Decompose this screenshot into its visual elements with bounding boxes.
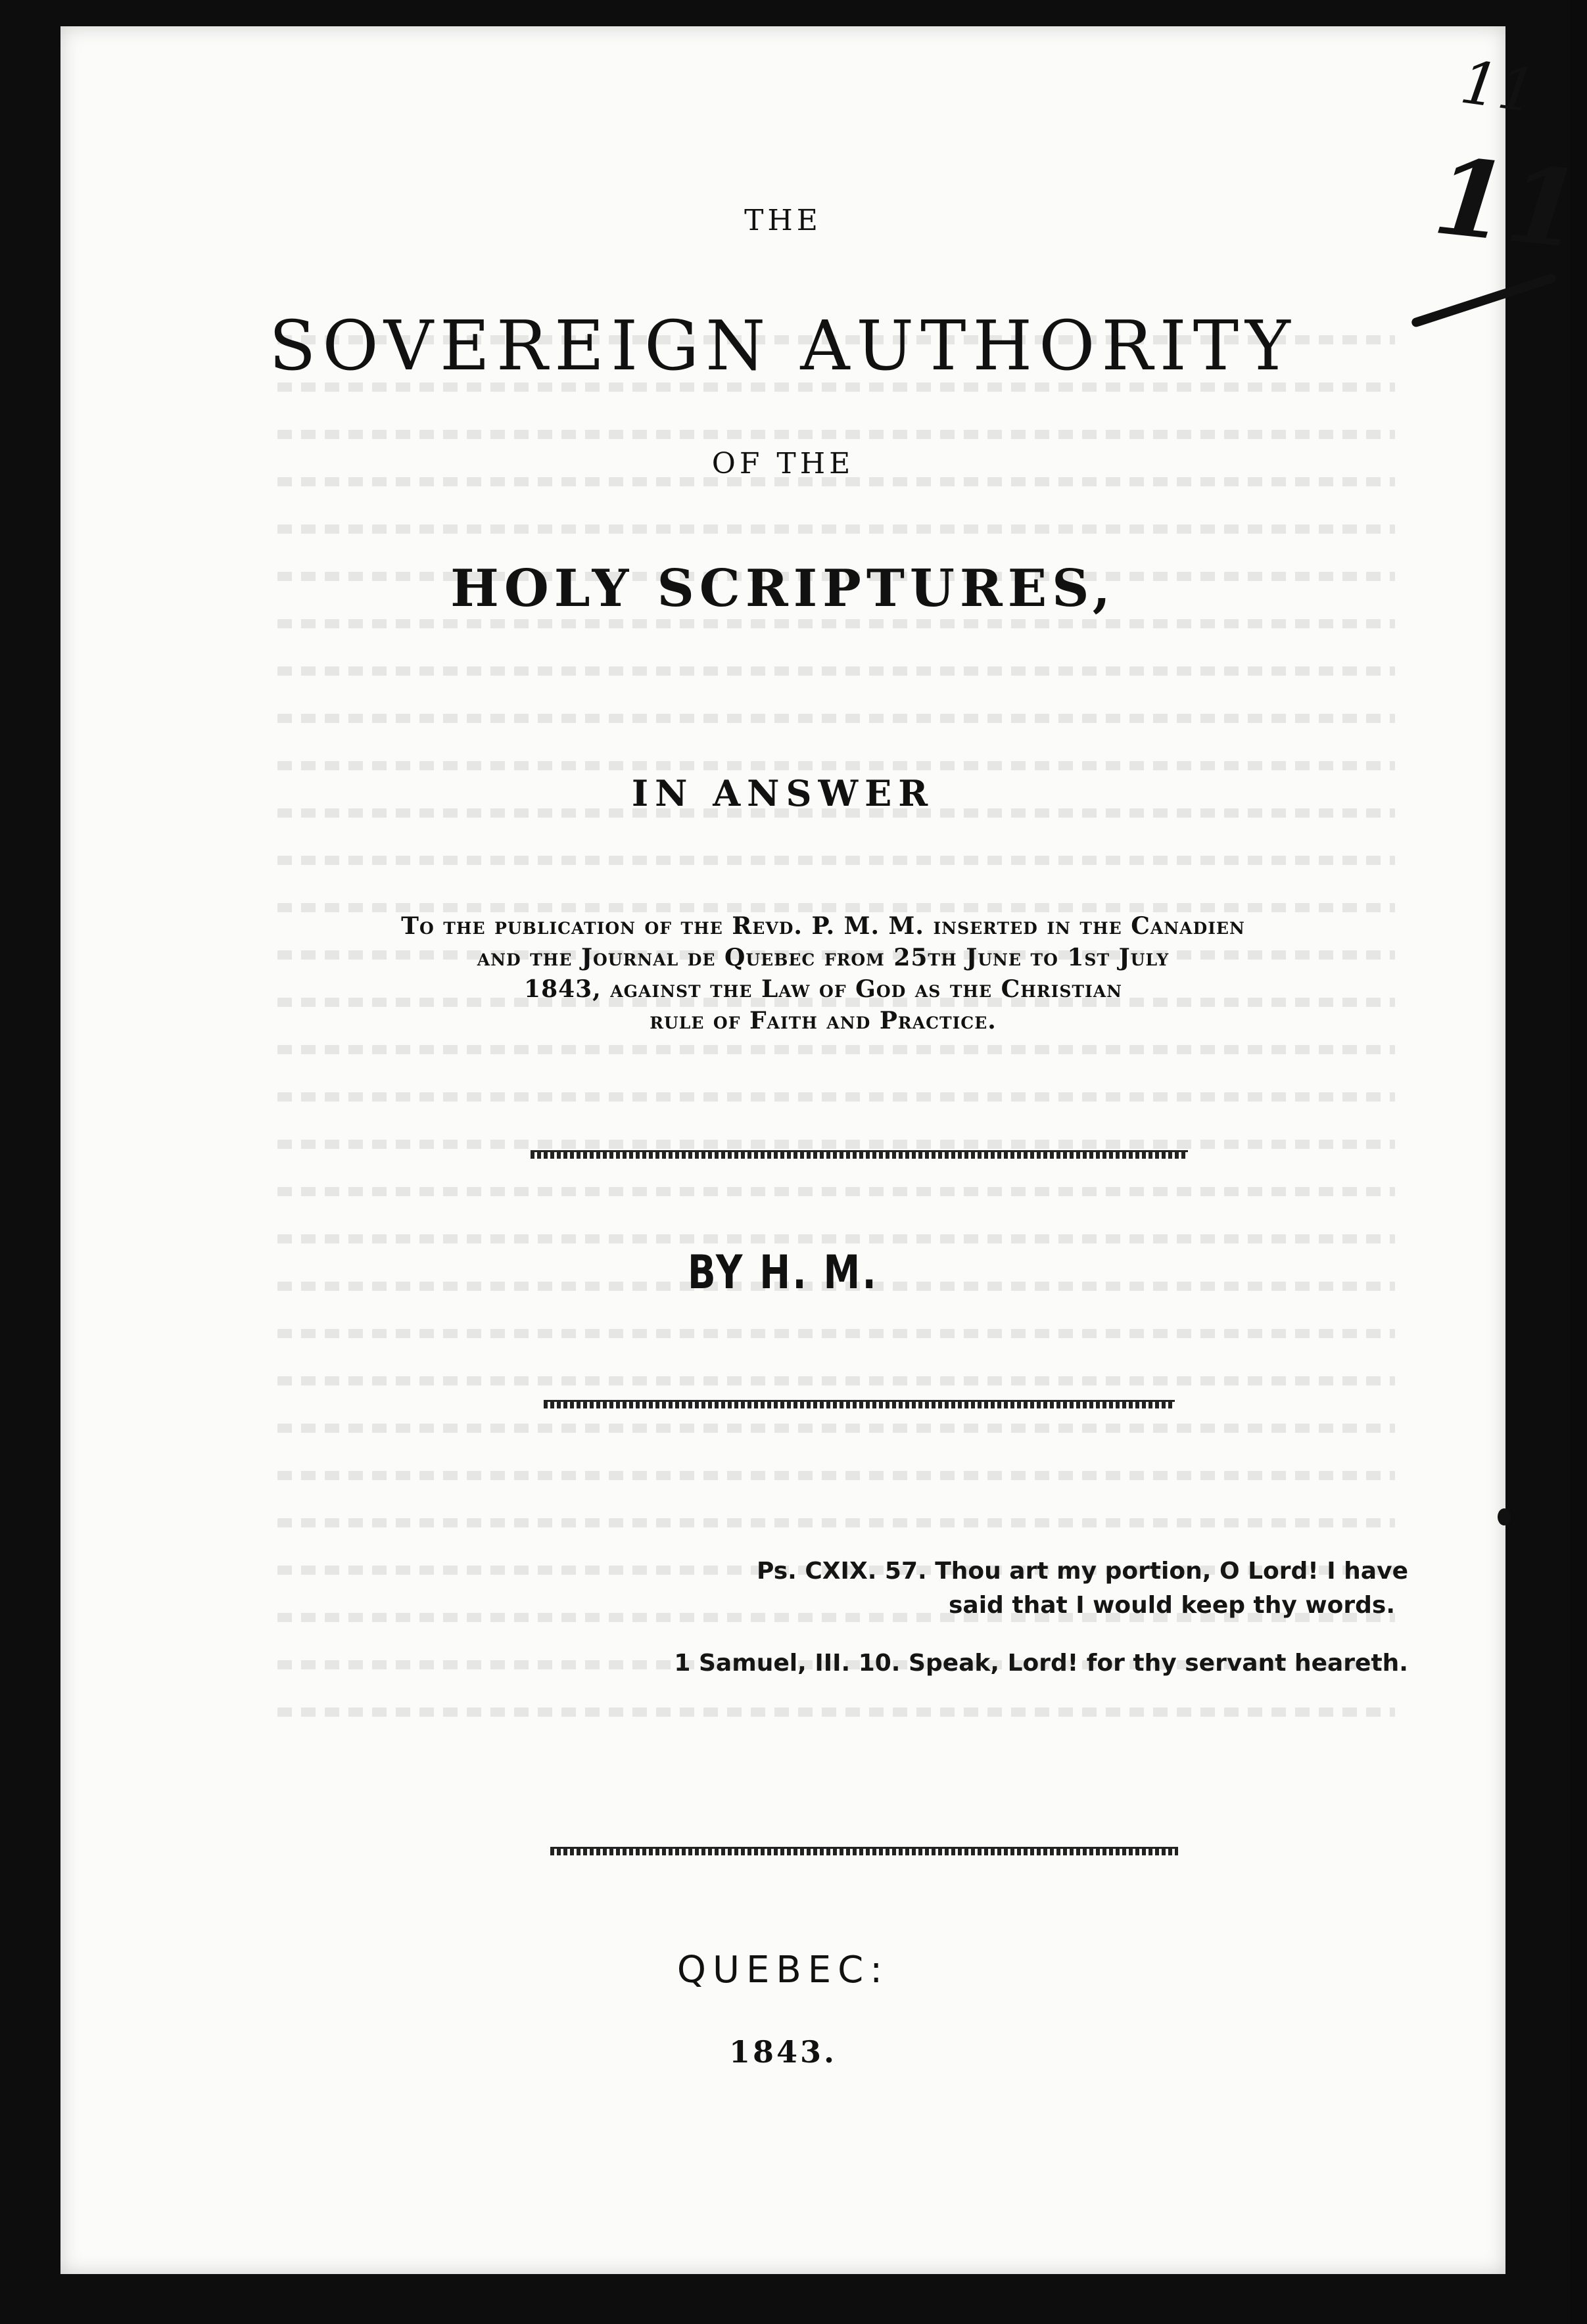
holy-scriptures-title: HOLY SCRIPTURES, xyxy=(450,559,1116,618)
of-the-line: OF THE xyxy=(711,447,855,480)
pre-title: THE xyxy=(744,204,822,237)
main-title: SOVEREIGN AUTHORITY xyxy=(269,306,1297,386)
epigraph-samuel: 1 Samuel, III. 10. Speak, Lord! for thy servant heareth. xyxy=(674,1650,1408,1677)
ink-dot xyxy=(1498,1508,1511,1525)
imprint-year: 1843. xyxy=(728,2034,838,2070)
imprint-place: QUEBEC: xyxy=(676,1949,889,1991)
subtitle-line: rule of Faith and Practice. xyxy=(650,1007,997,1034)
ornamental-rule xyxy=(544,1400,1175,1408)
in-answer-heading: IN ANSWER xyxy=(631,772,935,814)
subtitle-line: and the Journal de Quebec from 25th June to 1st July xyxy=(477,944,1170,971)
subtitle-line: 1843, against the Law of God as the Christian xyxy=(524,975,1122,1003)
epigraph-psalm-line-1: Ps. CXIX. 57. Thou art my portion, O Lord! I have xyxy=(756,1558,1408,1585)
ornamental-rule xyxy=(531,1150,1188,1159)
handwritten-mark: 11 xyxy=(1428,133,1587,273)
subtitle-block xyxy=(258,910,1388,1036)
title-page xyxy=(60,26,1587,2274)
epigraph-psalm-line-2: said that I would keep thy words. xyxy=(949,1592,1395,1619)
subtitle-line: To the publication of the Revd. P. M. M. inserted in the Canadien xyxy=(401,912,1245,940)
handwritten-mark: 11 xyxy=(1456,47,1541,127)
author-line: BY H. M. xyxy=(688,1245,878,1299)
ornamental-rule xyxy=(550,1847,1178,1855)
epigraphs xyxy=(560,1554,1408,1681)
